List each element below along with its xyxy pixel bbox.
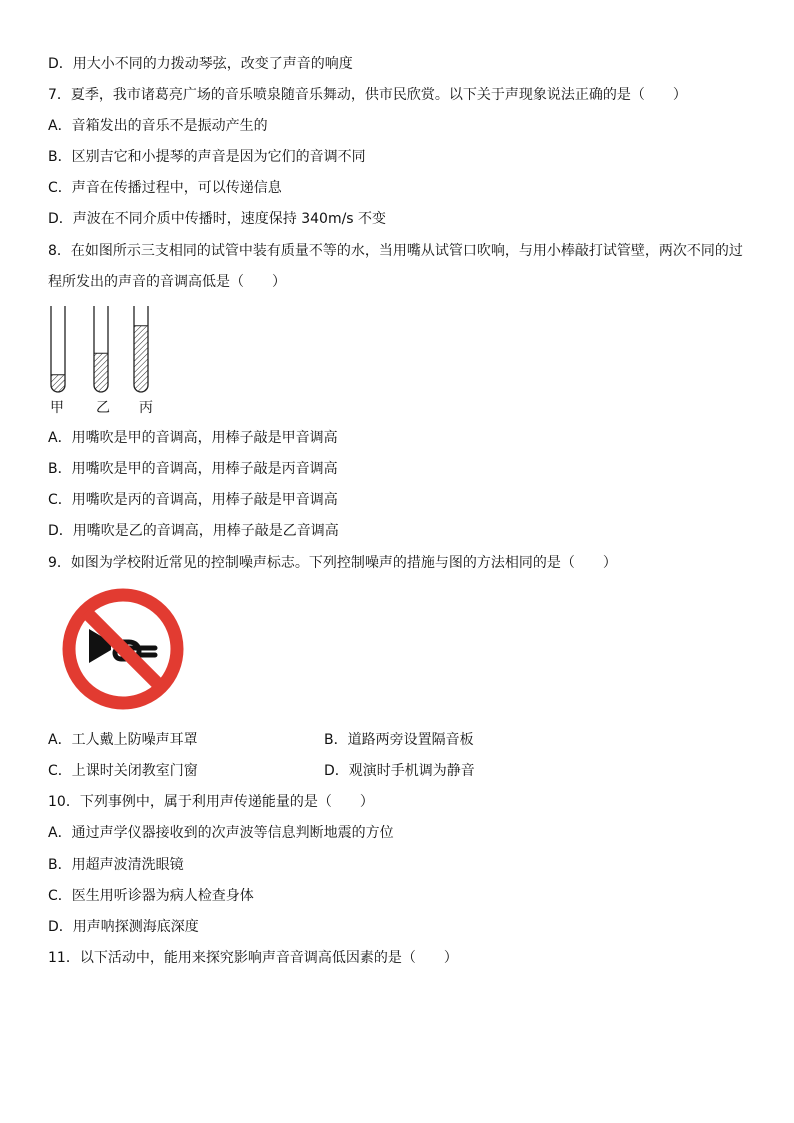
tube-water-2 [94,353,108,392]
q8-stem-line1: 8．在如图所示三支相同的试管中装有质量不等的水，当用嘴从试管口吹响，与用小棒敲打试管壁，两次不同的过 [48,243,743,259]
q9-option-d: D．观演时手机调为静音 [324,763,475,779]
q10-option-d: D．用声呐探测海底深度 [48,919,199,935]
q6-option-d: D．用大小不同的力拨动琴弦，改变了声音的响度 [48,56,353,72]
q7-option-d: D．声波在不同介质中传播时，速度保持 340m/s 不变 [48,211,387,227]
q7-option-a: A．音箱发出的音乐不是振动产生的 [48,118,268,134]
q10-option-b: B．用超声波清洗眼镜 [48,857,184,873]
q9-option-a: A．工人戴上防噪声耳罩 [48,732,198,748]
q7-option-b: B．区别吉它和小提琴的声音是因为它们的音调不同 [48,149,366,165]
tube-water-3 [134,326,148,392]
no-horn-sign [59,585,187,713]
q7-stem: 7．夏季，我市诸葛亮广场的音乐喷泉随音乐舞动，供市民欣赏。以下关于声现象说法正确的是（ ） [48,87,687,103]
q9-stem: 9．如图为学校附近常见的控制噪声标志。下列控制噪声的措施与图的方法相同的是（ ） [48,555,617,571]
q10-option-a: A．通过声学仪器接收到的次声波等信息判断地震的方位 [48,825,394,841]
tube-label-yi: 乙 [96,400,110,416]
test-tubes-figure [44,304,164,400]
q8-option-c: C．用嘴吹是丙的音调高，用棒子敲是甲音调高 [48,492,338,508]
q10-stem: 10．下列事例中，属于利用声传递能量的是（ ） [48,794,374,810]
q9-option-c: C．上课时关闭教室门窗 [48,763,198,779]
tube-label-jia: 甲 [50,400,64,416]
tube-label-bing: 丙 [139,400,153,416]
q8-option-a: A．用嘴吹是甲的音调高，用棒子敲是甲音调高 [48,430,338,446]
q8-option-b: B．用嘴吹是甲的音调高，用棒子敲是丙音调高 [48,461,338,477]
q9-option-b: B．道路两旁设置隔音板 [324,732,474,748]
q8-option-d: D．用嘴吹是乙的音调高，用棒子敲是乙音调高 [48,523,339,539]
q8-stem-line2: 程所发出的声音的音调高低是（ ） [48,274,286,290]
q7-option-c: C．声音在传播过程中，可以传递信息 [48,180,282,196]
q10-option-c: C．医生用听诊器为病人检查身体 [48,888,254,904]
q11-stem: 11．以下活动中，能用来探究影响声音音调高低因素的是（ ） [48,950,458,966]
